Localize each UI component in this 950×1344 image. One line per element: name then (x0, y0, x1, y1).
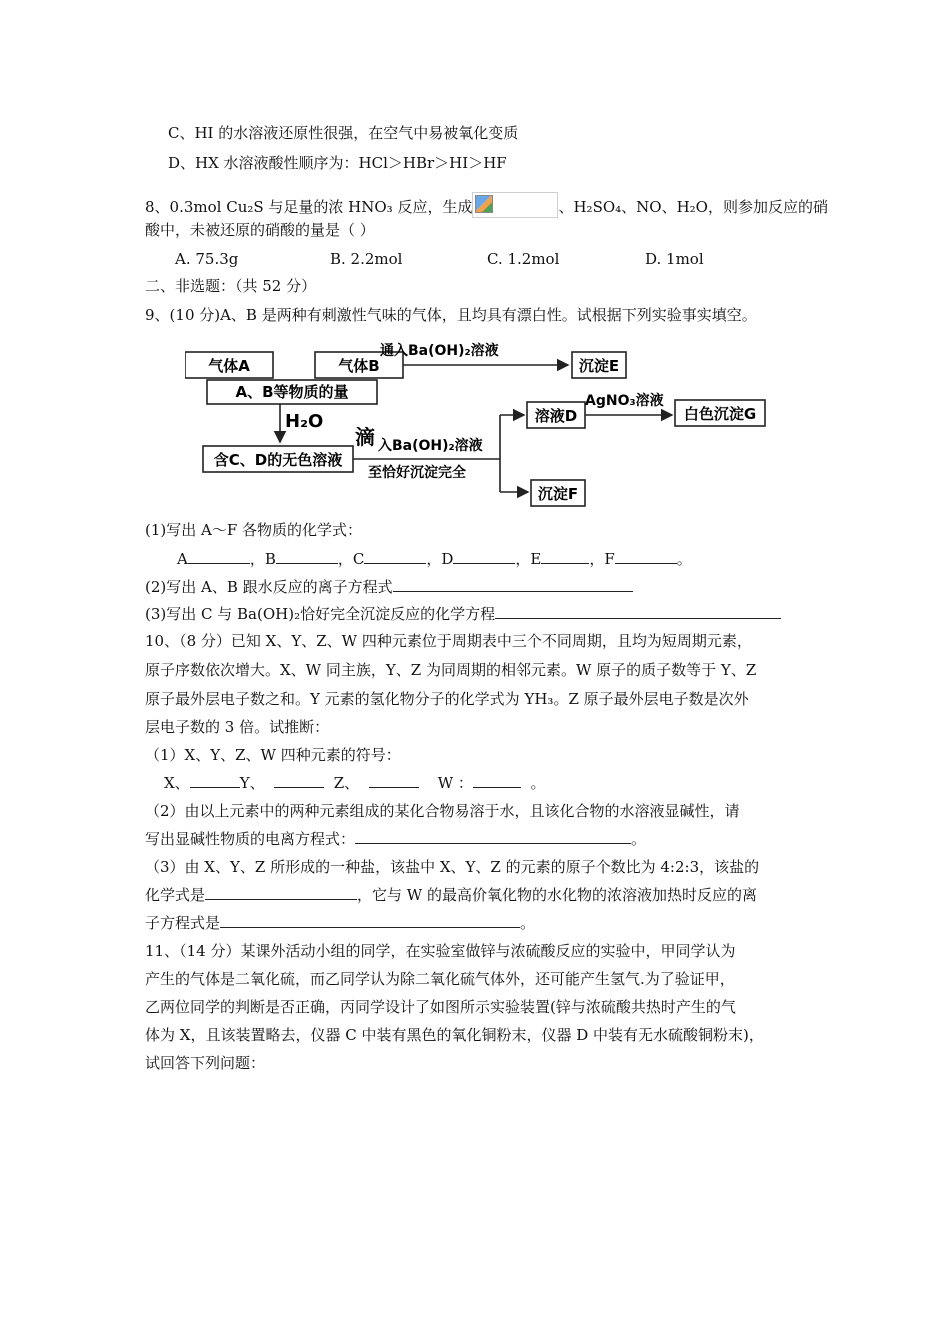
q10-part3-blank2[interactable] (220, 913, 520, 928)
q10-part3-end: 。 (520, 914, 536, 932)
q8-stem-line1 (145, 192, 828, 218)
q10-part3-line1: （3）由 X、Y、Z 所形成的一种盐，该盐中 X、Y、Z 的元素的原子个数比为 4:2:3，该盐的 (145, 858, 760, 876)
agno3-label: AgNO₃溶液 (585, 393, 664, 409)
q10-part3-text1: 化学式是 (145, 886, 206, 904)
q9-part1: (1)写出 A～F 各物质的化学式： (145, 521, 363, 539)
gas-b-label: 气体B (338, 357, 380, 375)
precip-e-label: 沉淀E (578, 357, 620, 375)
q9-part1-answers (177, 549, 692, 569)
q8-option-a: A. 75.3g (175, 250, 239, 268)
answer-blank-f[interactable] (615, 549, 677, 564)
q10-part3-text3: 子方程式是 (145, 914, 221, 932)
answer-blank-a[interactable] (188, 549, 250, 564)
h2o-label: H₂O (285, 411, 324, 432)
q8-option-d: D. 1mol (645, 250, 704, 268)
answer-blank-e[interactable] (541, 549, 589, 564)
q9-part3-blank[interactable] (495, 604, 781, 619)
answer-blank-d[interactable] (453, 549, 515, 564)
symbol-label-w: W ： (437, 774, 473, 792)
q9-part2-blank[interactable] (393, 577, 633, 592)
q10-part1-answers (164, 773, 546, 793)
q10-part3-line3 (145, 913, 535, 933)
q10-line3: 原子最外层电子数之和。Y 元素的氢化物分子的化学式为 YH₃。Z 原子最外层电子数是次外 (145, 690, 749, 708)
q10-part2-text: 写出显碱性物质的电离方程式： (145, 830, 356, 848)
q9-intro: 9、(10 分)A、B 是两种有刺激性气味的气体，且均具有漂白性。试根据下列实验事实填空。 (145, 306, 757, 324)
q10-part2-blank[interactable] (355, 829, 631, 844)
q8-text-part2: 、H₂SO₄、NO、H₂O，则参加反应的硝 (558, 198, 828, 216)
q10-part2-end: 。 (631, 830, 647, 848)
q11-line1: 11、（14 分）某课外活动小组的同学，在实验室做锌与浓硫酸反应的实验中，甲同学认为 (145, 942, 736, 960)
symbol-label-x: X、 (164, 774, 190, 792)
q10-part3-text2: ，它与 W 的最高价氧化物的水化物的浓溶液加热时反应的离 (357, 886, 757, 904)
complete-label: 至恰好沉淀完全 (368, 465, 466, 481)
symbol-label-y: Y、 (239, 774, 265, 792)
solution-d-label: 溶液D (534, 407, 578, 425)
gas-a-label: 气体A (208, 357, 250, 375)
q10-line4: 层电子数的 3 倍。试推断： (145, 718, 330, 736)
baoh2-top-label: 通入Ba(OH)₂溶液 (380, 343, 499, 359)
precip-f-label: 沉淀F (537, 485, 579, 503)
q10-part1: （1）X、Y、Z、W 四种元素的符号： (145, 746, 401, 764)
q10-part2-line2 (145, 829, 646, 849)
q10-part3-line2 (145, 885, 757, 905)
solution-cd-label: 含C、D的无色溶液 (213, 451, 343, 469)
symbol-end-mark: 。 (530, 774, 546, 792)
q10-line1: 10、（8 分）已知 X、Y、Z、W 四种元素位于周期表中三个不同周期，且均为短周期元素， (145, 632, 752, 650)
q11-line4: 体为 X，且该装置略去，仪器 C 中装有黑色的氧化铜粉末，仪器 D 中装有无水硫酸铜粉末)， (145, 1026, 764, 1044)
symbol-blank-y[interactable] (274, 773, 324, 788)
symbol-blank-w[interactable] (473, 773, 521, 788)
q9-part3-text: (3)写出 C 与 Ba(OH)₂恰好完全沉淀反应的化学方程 (145, 605, 496, 623)
drop-baoh2-label: 入Ba(OH)₂溶液 (378, 438, 483, 454)
q7-option-d: D、HX 水溶液酸性顺序为：HCl＞HBr＞HI＞HF (168, 154, 507, 172)
q8-stem-line2: 酸中，未被还原的硝酸的量是（ ） (145, 221, 375, 239)
answer-label-a: A (177, 550, 188, 568)
q7-option-c: C、HI 的水溶液还原性很强，在空气中易被氧化变质 (168, 124, 519, 142)
symbol-label-z: Z、 (333, 774, 360, 792)
q9-part2 (145, 577, 633, 597)
q8-text-part1: 8、0.3mol Cu₂S 与足量的浓 HNO₃ 反应，生成 (145, 198, 473, 216)
answer-end-mark: 。 (676, 550, 692, 568)
answer-blank-b[interactable] (276, 549, 338, 564)
answer-label-e: ，E (515, 550, 542, 568)
q9-flow-diagram (185, 340, 775, 510)
answer-label-b: ，B (249, 550, 276, 568)
q8-option-b: B. 2.2mol (330, 250, 403, 268)
answer-label-f: ，F (589, 550, 615, 568)
q10-line2: 原子序数依次增大。X、W 同主族，Y、Z 为同周期的相邻元素。W 原子的质子数等于 Y、Z (145, 661, 757, 679)
q11-line2: 产生的气体是二氧化硫，而乙同学认为除二氧化硫气体外，还可能产生氢气.为了验证甲， (145, 970, 735, 988)
q8-option-c: C. 1.2mol (487, 250, 560, 268)
answer-label-d: ，D (426, 550, 454, 568)
equal-amount-label: A、B等物质的量 (235, 383, 349, 401)
symbol-blank-x[interactable] (190, 773, 240, 788)
drop-char: 滴 (355, 425, 375, 449)
answer-blank-c[interactable] (364, 549, 426, 564)
white-precip-g-label: 白色沉淀G (683, 405, 757, 423)
answer-label-c: ，C (337, 550, 365, 568)
section-heading: 二、非选题：（共 52 分） (145, 277, 317, 295)
broken-image-icon (472, 192, 558, 218)
q9-part2-text: (2)写出 A、B 跟水反应的离子方程式 (145, 578, 393, 596)
q11-line5: 试回答下列问题： (145, 1054, 266, 1072)
q10-part3-blank1[interactable] (205, 885, 357, 900)
symbol-blank-z[interactable] (369, 773, 419, 788)
q11-line3: 乙两位同学的判断是否正确，丙同学设计了如图所示实验装置(锌与浓硫酸共热时产生的气 (145, 998, 736, 1016)
q10-part2-line1: （2）由以上元素中的两种元素组成的某化合物易溶于水，且该化合物的水溶液显碱性，请 (145, 802, 740, 820)
q9-part3 (145, 604, 781, 624)
